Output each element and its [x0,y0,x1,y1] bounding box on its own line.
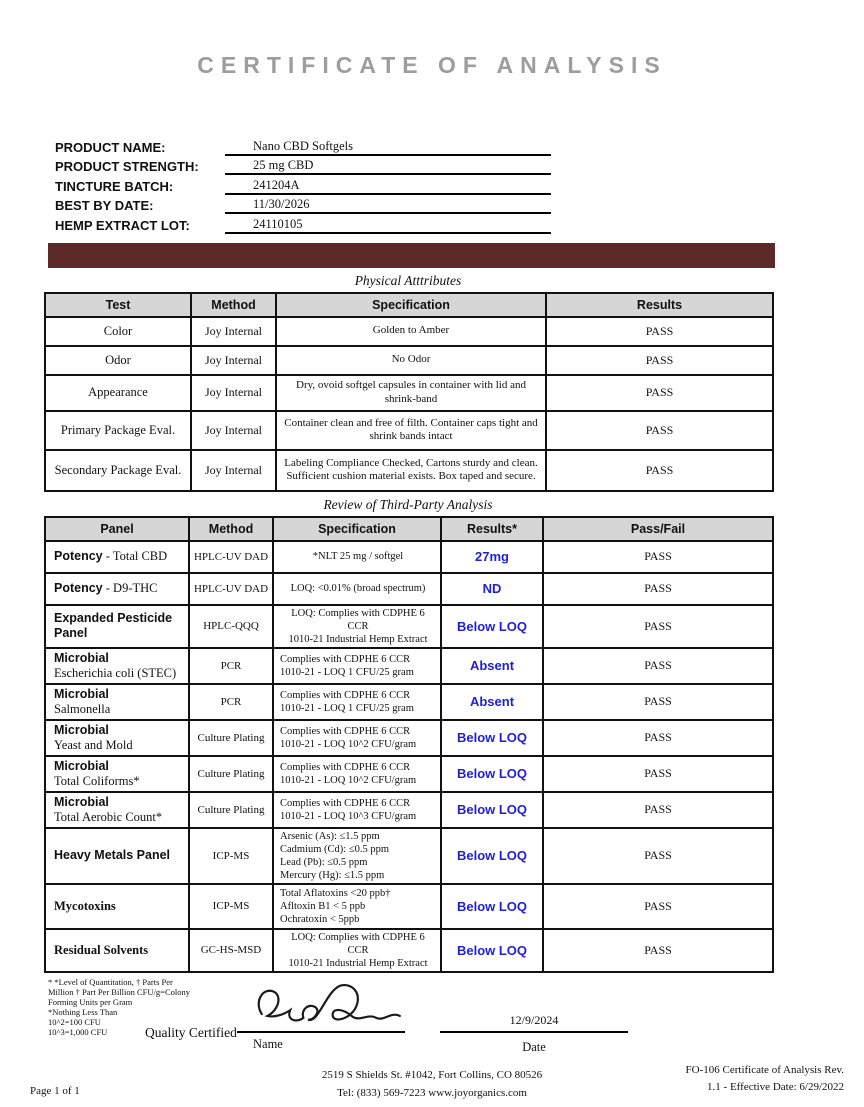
result-value-cell: Below LOQ [441,605,543,648]
spec-line: 1010-21 - LOQ 1 CFU/25 gram [280,702,414,714]
method-cell: ICP-MS [189,828,273,884]
specification-cell [273,720,441,756]
method-cell: HPLC-UV DAD [189,573,273,605]
result-value-cell: ND [441,573,543,605]
pass-fail-cell: PASS [543,828,773,884]
table-row [45,828,773,884]
table-row [45,929,773,972]
specification-cell [273,684,441,720]
physical-attributes-title: Physical Atttributes [354,272,462,288]
panel-cell [45,792,189,828]
table-row [45,375,773,411]
date-label: Date [522,1040,546,1054]
result-value-cell: Absent [441,648,543,684]
specification-cell [273,828,441,884]
spec-line: 1010-21 - LOQ 10^2 CFU/gram [280,774,417,786]
panel-cell [45,720,189,756]
signature-line [237,1031,405,1033]
panel-line [54,899,185,914]
panel-line [54,723,185,738]
table-row [45,648,773,684]
product-info-section [55,136,555,234]
date-value: 12/9/2024 [509,1013,559,1027]
panel-line [54,795,185,810]
spec-line: LOQ: <0.01% (broad spectrum) [290,583,426,594]
product-field-value: 241204A [225,177,551,195]
footer-address-line2: Tel: (833) 569-7223 www.joyorganics.com [337,1087,527,1099]
panel-line [54,774,185,789]
table-row [45,411,773,450]
product-field-row [55,195,555,215]
result-value-cell: Below LOQ [441,828,543,884]
table-row [45,573,773,605]
spec-line: LOQ: Complies with CDPHE 6 CCR [291,931,425,956]
panel-cell [45,828,189,884]
panel-line [54,687,185,702]
specification-cell [273,756,441,792]
page-number: Page 1 of 1 [30,1085,80,1097]
panel-cell [45,605,189,648]
spec-line: 1010-21 Industrial Hemp Extract [288,957,428,969]
panel-cell [45,884,189,929]
signature-handwriting-icon [243,980,411,1032]
specification-cell: Labeling Compliance Checked, Cartons sturdy and clean. Sufficient cushion material exists. Box taped and secure. [276,450,546,491]
result-value-cell: Absent [441,684,543,720]
specification-cell [273,648,441,684]
product-field-row [55,156,555,176]
table-row [45,450,773,491]
specification-cell: Golden to Amber [276,317,546,346]
pass-fail-cell: PASS [543,720,773,756]
result-value-cell: Below LOQ [441,884,543,929]
panel-text: Microbial [54,686,109,701]
panel-line [54,702,185,717]
result-value-cell: Below LOQ [441,756,543,792]
panel-line [54,943,185,958]
product-field-label: HEMP EXTRACT LOT: [55,217,190,233]
pass-fail-cell: PASS [543,684,773,720]
specification-cell: No Odor [276,346,546,375]
panel-cell [45,756,189,792]
page-title: CERTIFICATE OF ANALYSIS [197,52,667,78]
method-cell: Joy Internal [191,317,276,346]
panel-text: Total Aerobic Count* [54,809,163,824]
product-field-value: 11/30/2026 [225,196,551,214]
specification-cell [273,792,441,828]
third-party-title: Review of Third-Party Analysis [323,496,493,512]
spec-line: Complies with CDPHE 6 CCR [280,725,411,737]
specification-cell [273,541,441,573]
table-row [45,756,773,792]
footnote-line: * *Level of Quantitation, † Parts Per [48,977,173,987]
spec-line: Lead (Pb): ≤0.5 ppm [280,856,368,868]
method-cell: Culture Plating [189,792,273,828]
column-header: Specification [276,293,546,317]
table-row [45,541,773,573]
table-row [45,346,773,375]
result-value-cell: Below LOQ [441,792,543,828]
panel-text: Total Coliforms* [54,773,140,788]
table-row [45,605,773,648]
table-row [45,792,773,828]
product-field-row [55,136,555,156]
footnote-line: Forming Units per Gram [48,997,133,1007]
column-header: Method [189,517,273,541]
panel-text: Microbial [54,758,109,773]
column-header: Pass/Fail [543,517,773,541]
panel-text: Escherichia coli (STEC) [54,665,177,680]
table-header-row [45,517,773,541]
panel-text: Microbial [54,722,109,737]
pass-fail-cell: PASS [543,756,773,792]
section-divider-bar [48,243,775,268]
test-cell: Appearance [45,375,191,411]
test-cell: Primary Package Eval. [45,411,191,450]
panel-text: Potency [54,549,103,563]
method-cell: Joy Internal [191,346,276,375]
panel-line [54,759,185,774]
footnote-line: 10^3=1,000 CFU [48,1027,108,1037]
panel-cell [45,541,189,573]
panel-line [54,626,185,641]
panel-text: Microbial [54,794,109,809]
method-cell: GC-HS-MSD [189,929,273,972]
panel-text: - D9-THC [102,581,158,595]
result-value-cell: 27mg [441,541,543,573]
product-field-row [55,214,555,234]
third-party-analysis-table [44,516,774,973]
spec-line: Afltoxin B1 < 5 ppb [280,900,366,912]
table-row [45,317,773,346]
spec-line: Complies with CDPHE 6 CCR [280,653,411,665]
product-field-value: 25 mg CBD [225,157,551,175]
panel-cell [45,684,189,720]
product-field-label: BEST BY DATE: [55,198,154,213]
specification-cell [273,573,441,605]
spec-line: 1010-21 Industrial Hemp Extract [288,633,428,645]
panel-line [54,611,185,626]
product-field-label: PRODUCT STRENGTH: [55,159,199,174]
spec-line: Complies with CDPHE 6 CCR [280,797,411,809]
specification-cell: Dry, ovoid softgel capsules in container with lid and shrink-band [276,375,546,411]
spec-line: Arsenic (As): ≤1.5 ppm [280,830,380,842]
pass-fail-cell: PASS [543,884,773,929]
panel-line [54,581,185,596]
spec-line: LOQ: Complies with CDPHE 6 CCR [291,607,425,632]
product-field-label: TINCTURE BATCH: [55,178,174,194]
panel-text: Potency [54,581,103,595]
pass-fail-cell: PASS [543,929,773,972]
panel-text: Heavy Metals Panel [54,848,171,862]
column-header: Method [191,293,276,317]
table-row [45,884,773,929]
result-cell: PASS [546,317,773,346]
method-cell: Culture Plating [189,720,273,756]
test-cell: Secondary Package Eval. [45,450,191,491]
table-row [45,720,773,756]
physical-attributes-table [44,292,774,492]
method-cell: PCR [189,648,273,684]
name-label: Name [253,1037,283,1051]
method-cell: HPLC-QQQ [189,605,273,648]
quality-certified-label: Quality Certified [145,1025,237,1040]
spec-line: *NLT 25 mg / softgel [312,551,404,562]
result-value-cell: Below LOQ [441,720,543,756]
column-header: Specification [273,517,441,541]
footer-doc-ref-line2: 1.1 - Effective Date: 6/29/2022 [707,1081,844,1093]
pass-fail-cell: PASS [543,605,773,648]
spec-line: 1010-21 - LOQ 1 CFU/25 gram [280,666,414,678]
method-cell: HPLC-UV DAD [189,541,273,573]
panel-cell [45,573,189,605]
method-cell: ICP-MS [189,884,273,929]
panel-text: - Total CBD [102,549,168,563]
column-header: Results [546,293,773,317]
panel-cell [45,929,189,972]
result-cell: PASS [546,450,773,491]
panel-line [54,549,185,564]
pass-fail-cell: PASS [543,573,773,605]
spec-line: 1010-21 - LOQ 10^2 CFU/gram [280,738,417,750]
product-field-label: PRODUCT NAME: [55,139,166,155]
date-line [440,1031,628,1033]
pass-fail-cell: PASS [543,648,773,684]
panel-text: Panel [54,626,88,640]
result-cell: PASS [546,411,773,450]
panel-line [54,651,185,666]
method-cell: Culture Plating [189,756,273,792]
method-cell: Joy Internal [191,411,276,450]
result-cell: PASS [546,375,773,411]
footer-doc-reference [686,1062,844,1096]
panel-text: Yeast and Mold [54,737,133,752]
method-cell: Joy Internal [191,375,276,411]
product-field-row [55,175,555,195]
spec-line: Mercury (Hg): ≤1.5 ppm [280,869,385,881]
panel-text: Salmonella [54,701,111,716]
specification-cell [273,929,441,972]
panel-text: Mycotoxins [54,898,116,913]
method-cell: PCR [189,684,273,720]
spec-line: Complies with CDPHE 6 CCR [280,689,411,701]
specification-cell [273,884,441,929]
column-header: Results* [441,517,543,541]
panel-text: Microbial [54,650,109,665]
panel-line [54,810,185,825]
spec-line: Total Aflatoxins <20 ppb† [280,887,391,899]
test-cell: Color [45,317,191,346]
panel-cell [45,648,189,684]
pass-fail-cell: PASS [543,792,773,828]
table-row [45,684,773,720]
spec-line: Ochratoxin < 5ppb [280,913,360,925]
product-field-value: Nano CBD Softgels [225,138,551,156]
pass-fail-cell: PASS [543,541,773,573]
footer-doc-ref-line1: FO-106 Certificate of Analysis Rev. [685,1064,844,1076]
spec-line: 1010-21 - LOQ 10^3 CFU/gram [280,810,417,822]
table-header-row [45,293,773,317]
specification-cell: Container clean and free of filth. Container caps tight and shrink bands intact [276,411,546,450]
result-cell: PASS [546,346,773,375]
footnote-line: Million † Part Per Billion CFU/g=Colony [48,987,190,997]
panel-line [54,738,185,753]
product-field-value: 24110105 [225,216,551,234]
footer-address-line1: 2519 S Shields St. #1042, Fort Collins, CO 80526 [321,1069,543,1081]
panel-line [54,666,185,681]
spec-line: Complies with CDPHE 6 CCR [280,761,411,773]
result-value-cell: Below LOQ [441,929,543,972]
panel-text: Residual Solvents [54,942,149,957]
footnote-line: 10^2=100 CFU [48,1017,101,1027]
column-header: Test [45,293,191,317]
footnote-line: *Nothing Less Than [48,1007,118,1017]
panel-line [54,848,185,863]
panel-text: Expanded Pesticide [54,611,173,625]
column-header: Panel [45,517,189,541]
specification-cell [273,605,441,648]
method-cell: Joy Internal [191,450,276,491]
spec-line: Cadmium (Cd): ≤0.5 ppm [280,843,390,855]
test-cell: Odor [45,346,191,375]
